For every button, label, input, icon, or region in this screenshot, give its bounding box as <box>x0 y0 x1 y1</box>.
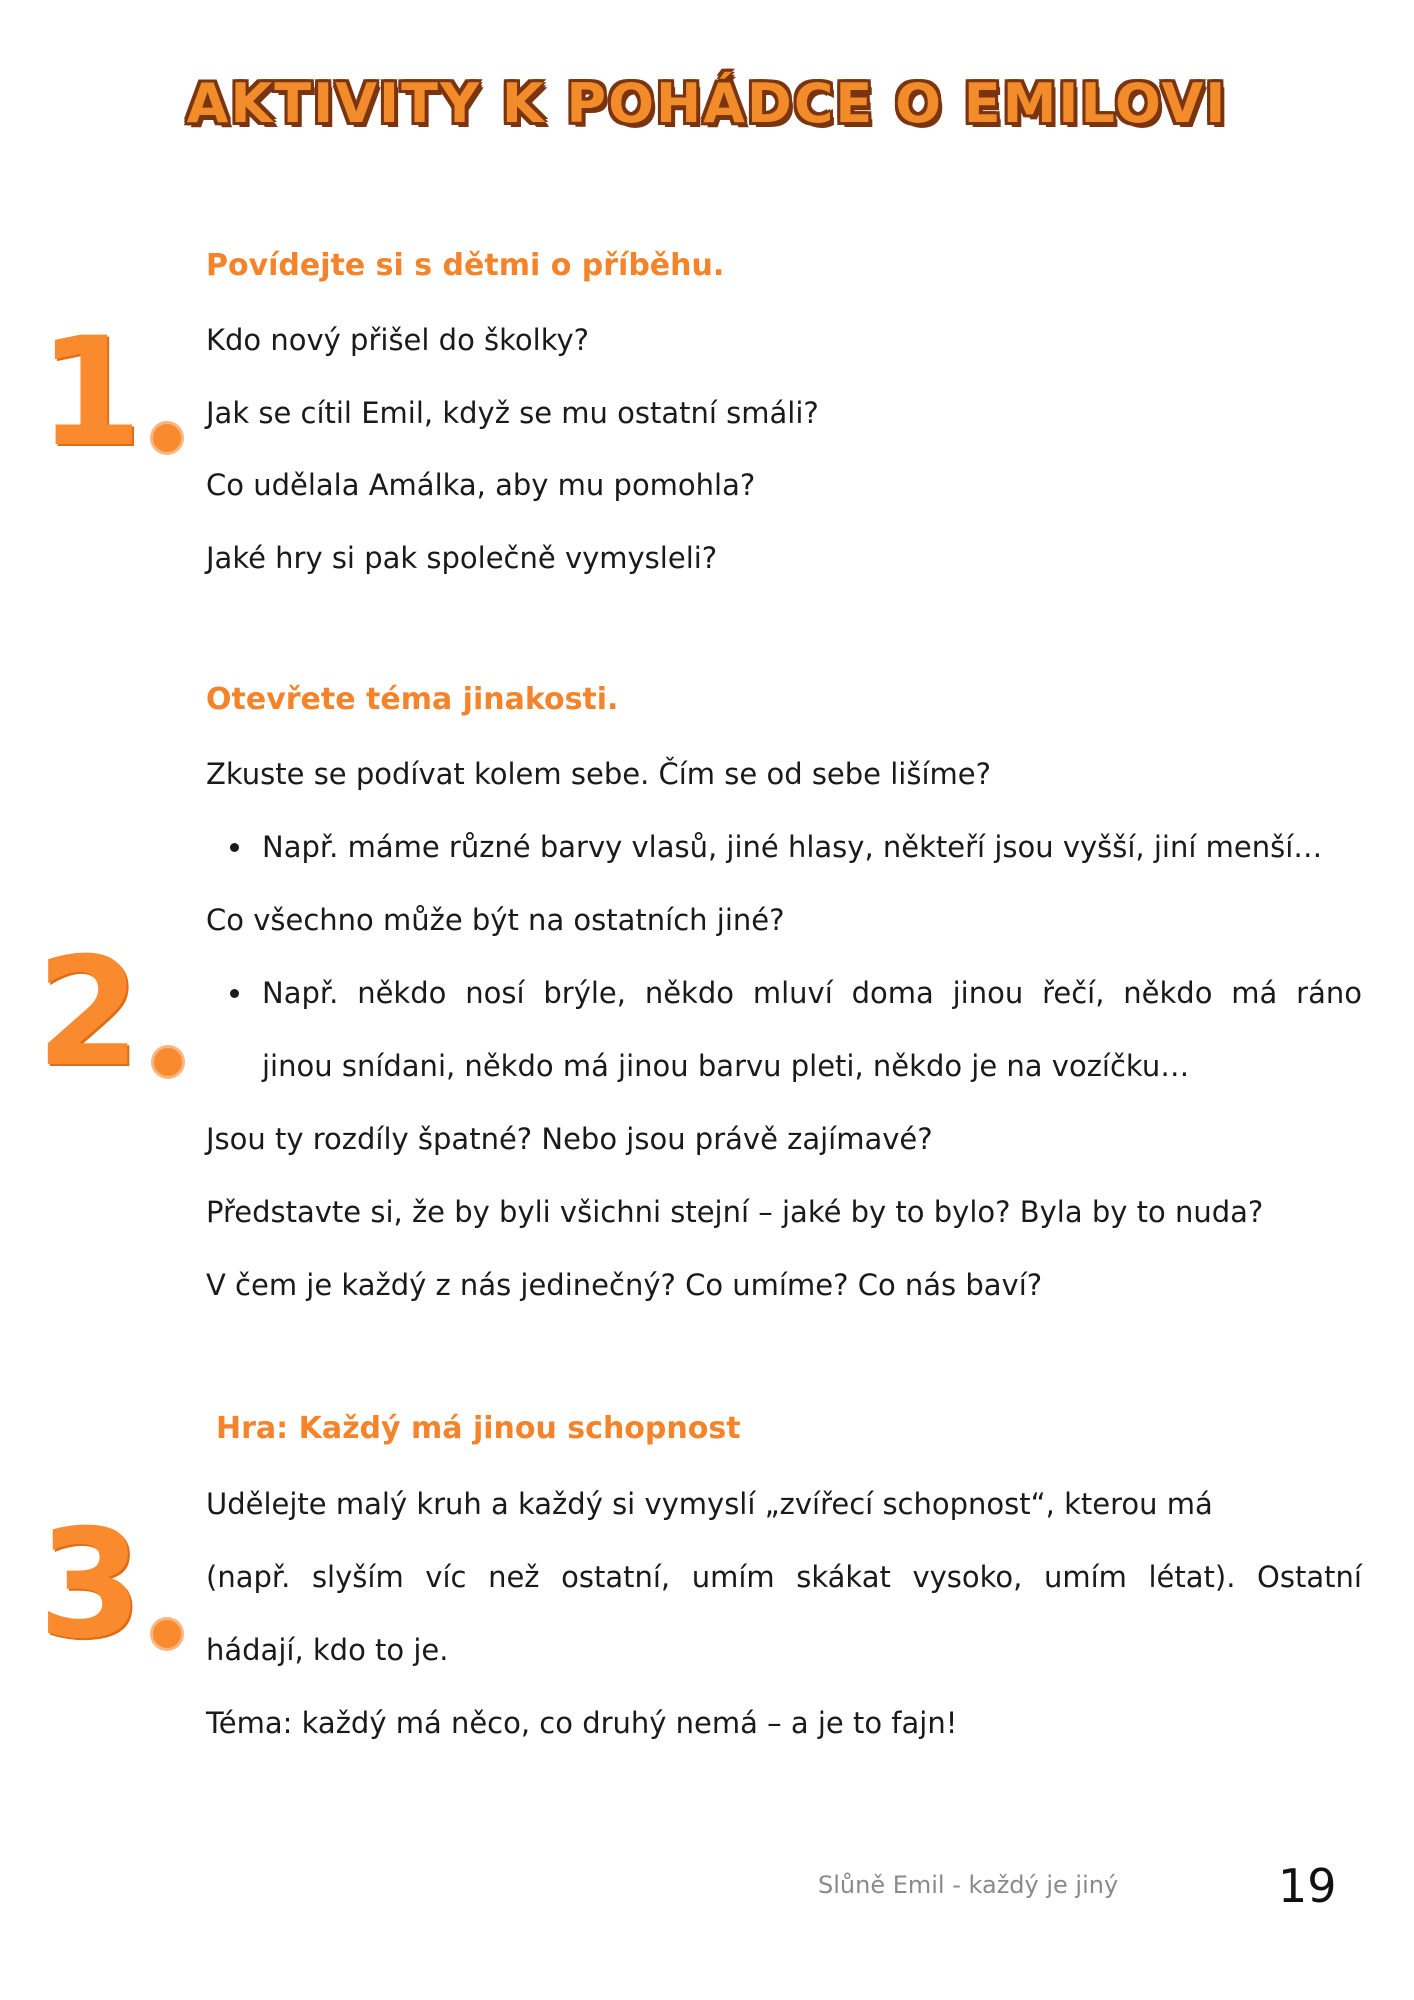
numeral-3-dot <box>150 1617 184 1651</box>
numeral-2-digit: 2 <box>36 926 141 1100</box>
bullet-marker <box>230 989 239 998</box>
section-2-line: Zkuste se podívat kolem sebe. Čím se od sebe lišíme? <box>206 757 991 791</box>
numeral-1-dot <box>150 421 184 455</box>
numeral-3 <box>38 1498 143 1672</box>
numeral-2-dot <box>151 1045 185 1079</box>
numeral-3-digit: 3 <box>38 1498 143 1672</box>
section-3-heading: Hra: Každý má jinou schopnost <box>216 1411 741 1446</box>
page-number: 19 <box>1278 1859 1337 1913</box>
numeral-1-digit: 1 <box>38 306 143 480</box>
footer-title: Slůně Emil - každý je jiný <box>818 1871 1119 1899</box>
section-2-bullet-continuation: jinou snídani, někdo má jinou barvu pleti, někdo je na vozíčku… <box>262 1049 1190 1083</box>
section-3-line: hádají, kdo to je. <box>206 1633 449 1667</box>
section-2-line: Jsou ty rozdíly špatné? Nebo jsou právě zajímavé? <box>206 1122 933 1156</box>
section-1-line: Kdo nový přišel do školky? <box>206 323 590 357</box>
section-2-bullet: Např. máme různé barvy vlasů, jiné hlasy, někteří jsou vyšší, jiní menší… <box>262 830 1323 864</box>
section-2-heading: Otevřete téma jinakosti. <box>206 682 619 717</box>
section-2-line: V čem je každý z nás jedinečný? Co umíme? Co nás baví? <box>206 1268 1043 1302</box>
section-1-line: Jaké hry si pak společně vymysleli? <box>206 541 718 575</box>
section-3-line: (např. slyším víc než ostatní, umím skákat vysoko, umím létat). Ostatní <box>206 1560 1362 1594</box>
bullet-marker <box>230 843 239 852</box>
section-2-bullet: Např. někdo nosí brýle, někdo mluví doma jinou řečí, někdo má ráno <box>262 976 1362 1010</box>
numeral-1 <box>38 306 143 480</box>
section-3-line: Udělejte malý kruh a každý si vymyslí „zvířecí schopnost“, kterou má <box>206 1487 1213 1521</box>
section-1-heading: Povídejte si s dětmi o příběhu. <box>206 248 725 283</box>
section-1-line: Co udělala Amálka, aby mu pomohla? <box>206 468 756 502</box>
section-2-line: Představte si, že by byli všichni stejní – jaké by to bylo? Byla by to nuda? <box>206 1195 1264 1229</box>
section-3-line: Téma: každý má něco, co druhý nemá – a je to fajn! <box>206 1706 958 1740</box>
section-1-line: Jak se cítil Emil, když se mu ostatní smáli? <box>206 396 819 430</box>
numeral-2 <box>36 926 141 1100</box>
page-title: AKTIVITY K POHÁDCE O EMILOVI <box>186 72 1228 135</box>
section-2-line: Co všechno může být na ostatních jiné? <box>206 903 785 937</box>
